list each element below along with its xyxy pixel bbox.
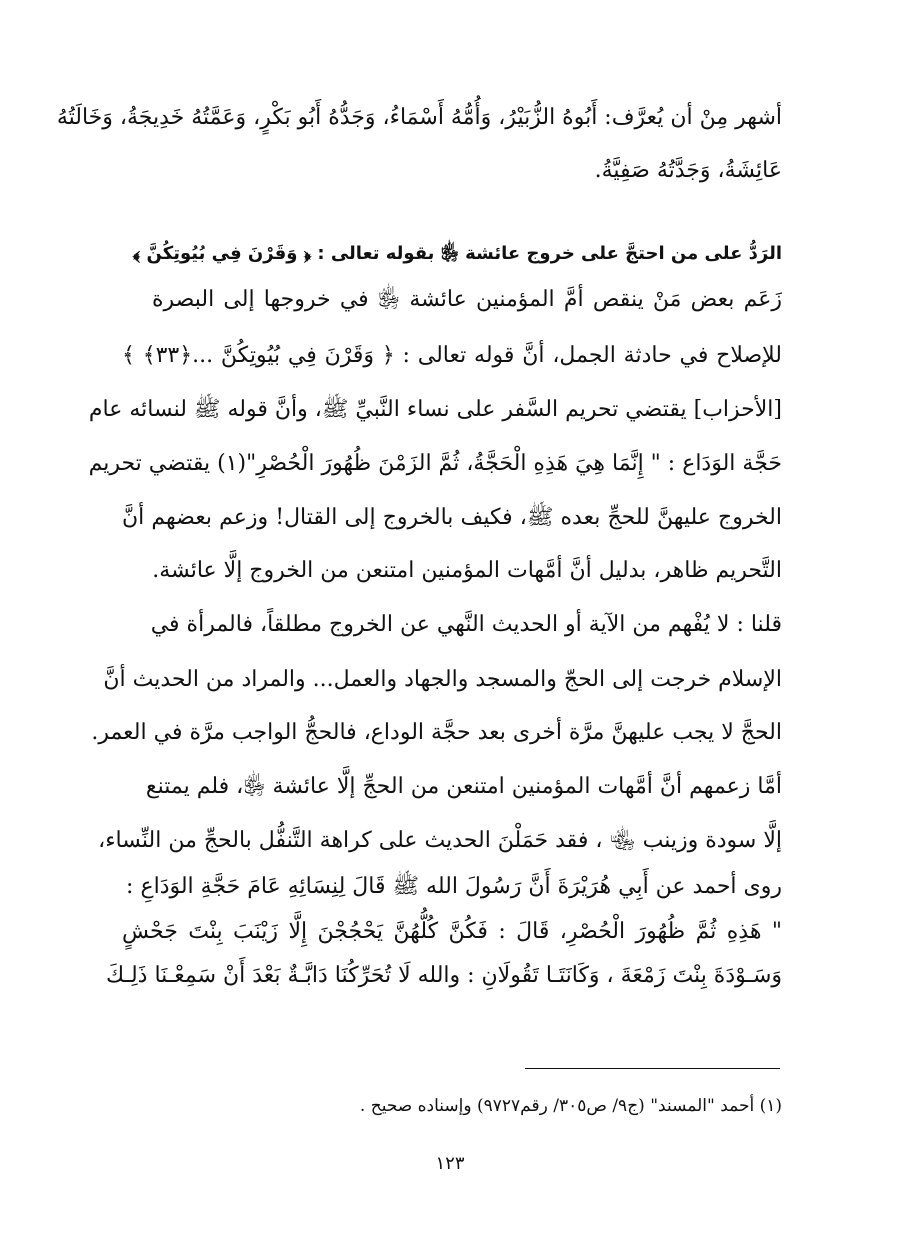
paragraph-line: إلَّا سودة وزينب ﵄ ، فقد حَمَلْنَ الحديث على كراهة التَّنفُّل بالحجِّ من النِّساء، — [98, 828, 782, 853]
paragraph-line: روى أحمد عن أَبِي هُرَيْرَةَ أَنَّ رَسُولَ الله ﷺ قَالَ لِنِسَائِهِ عَامَ حَجَّةِ الوَدَاعِ : — [126, 874, 782, 899]
text-line: عَائِشَةُ، وَجَدَّتُهُ صَفِيَّةُ. — [594, 158, 782, 183]
hadith-line: وَسَـوْدَةَ بِنْتَ زَمْعَةَ ، وَكَانَتَـا تَقُولَانِ : والله لَا تُحَرِّكُنَا دَابَّـةٌ بَعْدَ أَنْ سَمِعْـنَا ذَلِـكَ — [105, 963, 782, 988]
paragraph-line: حَجَّة الوَدَاع : " إِنَّمَا هِيَ هَذِهِ الْحَجَّةُ، ثُمَّ الزَمْنَ ظُهُورَ الْحُصْرِ"(١) يقتضي تحريم — [88, 451, 782, 476]
paragraph-line: زَعَم بعض مَنْ ينقص أمَّ المؤمنين عائشة ﵂ في خروجها إلى البصرة — [152, 287, 782, 312]
paragraph-line: للإصلاح في حادثة الجمل، أنَّ قوله تعالى : ﴿ وَقَرْنَ فِي بُيُوتِكُنَّ ...﴿٣٣﴾ ﴾ — [122, 343, 782, 368]
page-number: ١٢٣ — [435, 1153, 465, 1174]
paragraph-line: [الأحزاب] يقتضي تحريم السَّفر على نساء النَّبيِّ ﷺ، وأنَّ قوله ﷺ لنسائه عام — [88, 397, 782, 422]
hadith-line: " هَذِهِ ثُمَّ ظُهُورَ الْحُصْرِ، قَالَ : فَكُنَّ كُلُّهُنَّ يَحْجُجْنَ إِلَّا زَيْنَبَ بِنْتَ جَحْشٍ — [122, 919, 782, 944]
paragraph-line: الخروج عليهنَّ للحجِّ بعده ﷺ، فكيف بالخروج إلى القتال! وزعم بعضهم أنَّ — [122, 505, 782, 530]
section-heading: الرَدُّ على من احتجَّ على خروج عائشة ﵂ بقوله تعالى : ﴿ وَقَرْنَ فِي بُيُوتِكُنَّ ﴾ — [132, 243, 782, 264]
paragraph-line: الحجَّ لا يجب عليهنَّ مرَّة أخرى بعد حجَّة الوداع، فالحجُّ الواجب مرَّة في العمر. — [91, 720, 782, 745]
footnote: (١) أحمد "المسند" (ج٩/ ص٣٠٥/ رقم٩٧٢٧) وإسناده صحيح . — [359, 1096, 782, 1116]
footnote-divider — [525, 1068, 780, 1069]
paragraph-line: أمَّا زعمهم أنَّ أمَّهات المؤمنين امتنعن من الحجِّ إلَّا عائشة ﵂، فلم يمتنع — [145, 774, 782, 799]
paragraph-line: قلنا : لا يُفْهم من الآية أو الحديث النَّهي عن الخروج مطلقاً، فالمرأة في — [150, 612, 782, 637]
paragraph-line: التَّحريم ظاهر، بدليل أنَّ أمَّهات المؤمنين امتنعن من الخروج إلَّا عائشة. — [152, 558, 782, 583]
paragraph-line: الإسلام خرجت إلى الحجّ والمسجد والجهاد والعمل... والمراد من الحديث أنَّ — [103, 667, 782, 692]
text-line: أشهر مِنْ أن يُعرَّف: أَبُوهُ الزُّبَيْرُ، وَأُمُّهُ أَسْمَاءُ، وَجَدُّهُ أَبُو بَكْرٍ، وَعَمَّتُهُ خَدِيجَةُ، وَخَالَتُهُ — [56, 105, 782, 130]
